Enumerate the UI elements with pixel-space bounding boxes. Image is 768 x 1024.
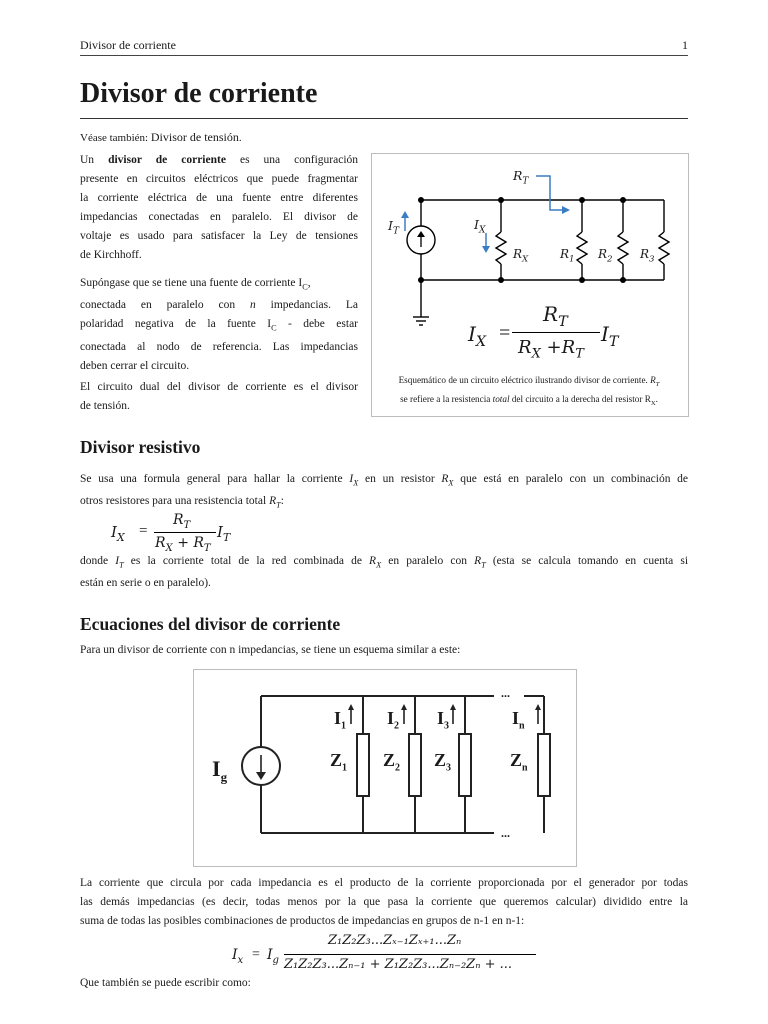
label-ix: $I_X$ xyxy=(474,217,486,236)
page-title: Divisor de corriente xyxy=(80,78,318,109)
figure-n-impedance-divider xyxy=(193,669,577,867)
section2-paragraph-3: Que también se puede escribir como: xyxy=(80,977,251,989)
formula-fraction-bar xyxy=(512,332,600,333)
label-r2: $R_2$ xyxy=(598,247,613,265)
formula-rhs: $I_T$ xyxy=(601,322,619,350)
label-zn: $Z_n$ xyxy=(510,750,528,774)
formula-equals: = xyxy=(499,322,511,344)
section2-paragraph-2: La corriente que circula por cada impedancia es el producto de la corriente proporcionada por el generador por todas las demás impedancias (es decir, todas menos por la que pasa la corriente que queremos calcular) dividido entre la suma de todas las posibles combinaciones de productos de impedancias en grupos de n-1 en n-1: xyxy=(80,877,688,927)
junction-dots xyxy=(418,197,626,283)
label-in: $I_n$ xyxy=(512,708,525,732)
intro-paragraph-3: El circuito dual del divisor de corriente es el divisor de tensión. xyxy=(80,381,358,412)
page-number: 1 xyxy=(682,38,688,52)
label-i1: $I_1$ xyxy=(334,708,347,732)
heading-divisor-resistivo: Divisor resistivo xyxy=(80,437,201,457)
dots-bottom: ... xyxy=(501,826,510,840)
section1-paragraph-2: donde $I_T$ es la corriente total de la red combinada de $R_X$ en paralelo con $R_T$ (esta se calcula tomando en cuenta si están en serie o en paralelo). xyxy=(80,555,689,590)
header-rule xyxy=(80,55,688,56)
title-rule xyxy=(80,118,688,119)
section1-paragraph-1: Se usa una formula general para hallar la corriente $I_X$ en un resistor $R_X$ que está en paralelo con un combinación de otros resistores para una resistencia total $R_T$: xyxy=(80,473,689,510)
current-arrows xyxy=(401,176,570,253)
see-also-link[interactable]: Divisor de tensión xyxy=(150,130,239,144)
formula-lhs: $I_X$ xyxy=(468,322,487,350)
label-it: $I_T$ xyxy=(388,218,399,237)
formula-numerator: $R_T$ xyxy=(543,302,568,330)
label-r1: $R_1$ xyxy=(560,247,575,265)
see-also-label: Véase también: xyxy=(80,132,149,144)
formula-divisor-resistivo: $I_X$ = $R_T$ $R_X + R_T$ $I_T$ xyxy=(111,512,231,554)
label-z3: $Z_3$ xyxy=(434,750,452,774)
heading-ecuaciones: Ecuaciones del divisor de corriente xyxy=(80,614,341,634)
label-ig: $I_g$ xyxy=(212,756,228,785)
figure-1-caption: Esquemático de un circuito eléctrico ilustrando divisor de corriente. $R_T$ se refiere a la resistencia total del circuito a la derecha del resistor $R_X$. xyxy=(398,375,660,408)
label-rx: $R_X$ xyxy=(513,247,529,265)
label-i2: $I_2$ xyxy=(387,708,400,732)
formula-impedance-current: $I_x$ = $I_g$ Z₁Z₂Z₃...Zₓ₋₁Zₓ₊₁...Zₙ Z₁Z₂Z₃...Zₙ₋₁ + Z₁Z₂Z₃...Zₙ₋₂Zₙ + ... xyxy=(232,932,542,978)
section2-paragraph-1: Para un divisor de corriente con n impedancias, se tiene un esquema similar a este: xyxy=(80,644,461,656)
bold-term: divisor de corriente xyxy=(108,154,226,166)
label-z2: $Z_2$ xyxy=(383,750,401,774)
label-z1: $Z_1$ xyxy=(330,750,348,774)
running-header-title: Divisor de corriente xyxy=(80,38,176,52)
intro-paragraph-2: Supóngase que se tiene una fuente de corriente $I_C$, conectada en paralelo con n impedancias. La polaridad negativa de la fuente $I_C$ - debe estar conectada al nodo de referencia. Las impedancias deben cerrar el circuito. xyxy=(80,277,359,372)
label-r3: $R_3$ xyxy=(640,247,655,265)
see-also: Véase también: Divisor de tensión. xyxy=(80,130,242,144)
intro-paragraph-1: Un divisor de corriente es una configuración presente en circuitos eléctricos que puede fragmentar la corriente eléctrica de una fuente entre diferentes impedancias conectadas en paralelo. El divisor de voltaje es usado para satisfacer la Ley de tensiones de Kirchhoff. xyxy=(80,154,359,261)
label-i3: $I_3$ xyxy=(437,708,450,732)
dots-top: ... xyxy=(501,686,510,700)
label-rt: $R_T$ xyxy=(513,168,529,187)
formula-denominator: $R_X +R_T$ xyxy=(518,337,584,362)
